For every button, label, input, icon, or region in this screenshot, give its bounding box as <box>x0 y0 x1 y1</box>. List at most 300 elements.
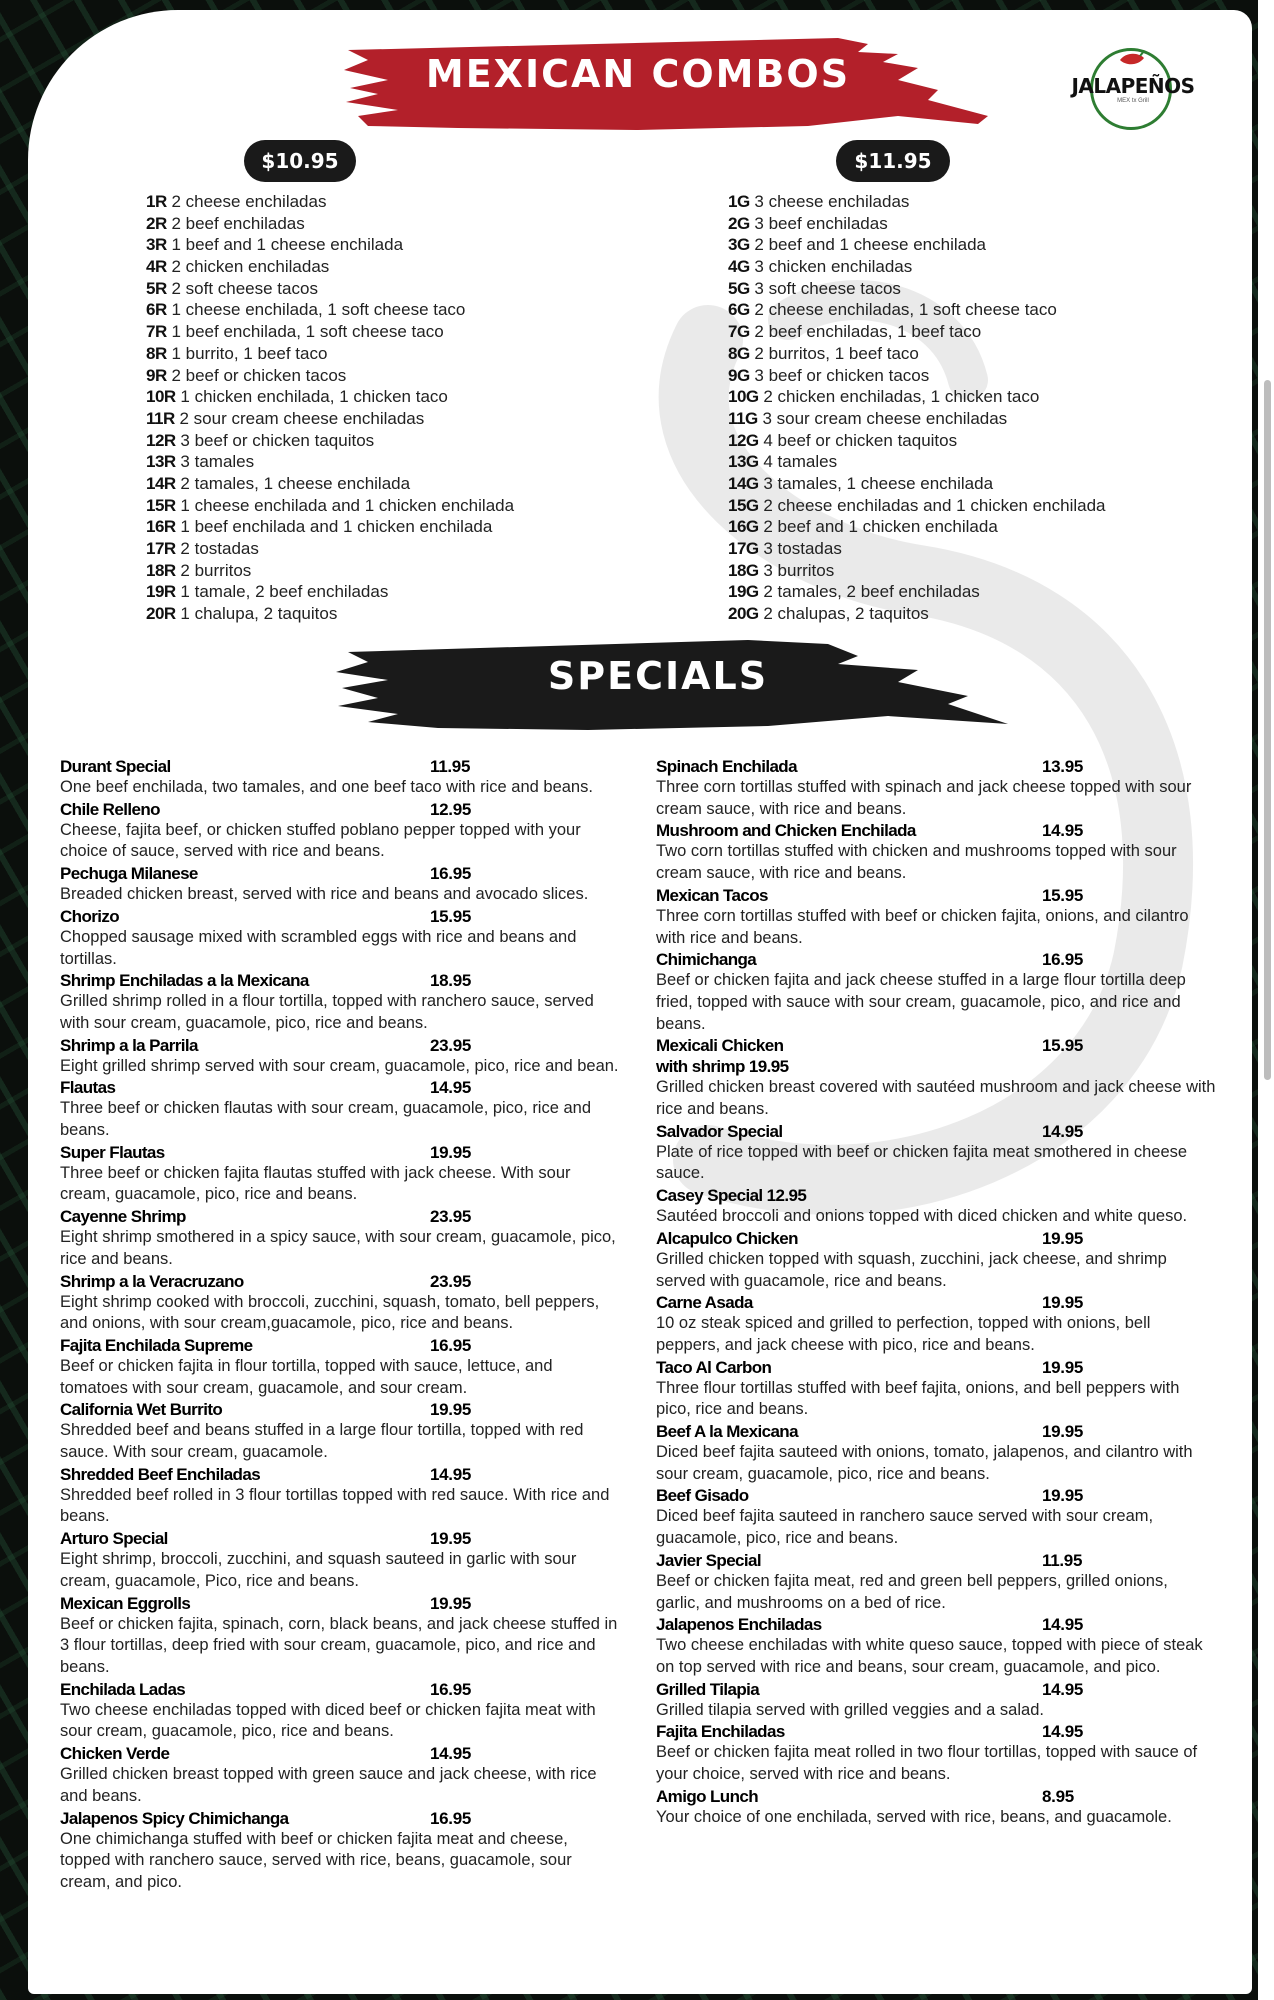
special-name-text: Jalapenos Spicy Chimichanga <box>60 1808 289 1828</box>
combo-description: 1 beef enchilada, 1 soft cheese taco <box>171 322 444 342</box>
jalapenos-logo <box>1068 42 1198 137</box>
special-item <box>60 1679 620 1743</box>
combo-code: 18G <box>728 560 759 580</box>
combo-code: 9G <box>728 365 750 385</box>
combo-description: 1 cheese enchilada, 1 soft cheese taco <box>171 300 466 320</box>
combo-item <box>728 603 1106 625</box>
combo-item <box>146 473 514 495</box>
combo-item <box>146 234 514 256</box>
special-name <box>60 756 620 777</box>
special-name-text: Mexicali Chicken <box>656 1036 784 1056</box>
combo-description: 1 burrito, 1 beef taco <box>171 343 328 363</box>
special-name-text: Chimichanga <box>656 950 757 970</box>
special-item <box>60 863 620 906</box>
combo-item <box>728 451 1106 473</box>
combo-code: 7G <box>728 322 750 342</box>
special-item <box>656 1421 1216 1485</box>
special-description: One beef enchilada, two tamales, and one beef taco with rice and beans. <box>60 778 593 796</box>
combo-code: 4G <box>728 257 750 277</box>
special-price: 23.95 <box>430 1271 472 1291</box>
special-description: Beef or chicken fajita meat rolled in two flour tortillas, topped with sauce of your choice, served with rice and beans. <box>656 1743 1198 1784</box>
special-name <box>60 1271 620 1292</box>
special-price: 14.95 <box>1042 1722 1084 1742</box>
combo-code: 14G <box>728 473 759 493</box>
special-item <box>656 1292 1216 1356</box>
combo-item <box>146 365 514 387</box>
special-item <box>656 1121 1216 1185</box>
special-name-text: Fajita Enchilada Supreme <box>60 1335 253 1355</box>
special-name-text: Shrimp a la Veracruzano <box>60 1271 244 1291</box>
combo-description: 2 chicken enchiladas, 1 chicken taco <box>763 387 1040 407</box>
combo-code: 10R <box>146 387 176 407</box>
combo-item <box>728 321 1106 343</box>
combo-code: 7R <box>146 322 167 342</box>
combo-item <box>728 256 1106 278</box>
special-price: 19.95 <box>1042 1228 1084 1248</box>
special-item <box>656 1550 1216 1614</box>
special-item <box>60 1528 620 1592</box>
combo-description: 3 beef or chicken taquitos <box>180 430 375 450</box>
special-name-text: Chicken Verde <box>60 1744 170 1764</box>
combo-item <box>146 213 514 235</box>
special-item <box>656 1185 1216 1228</box>
special-name <box>60 1743 620 1764</box>
special-description: Grilled tilapia served with grilled veggies and a salad. <box>656 1700 1044 1719</box>
special-price: 11.95 <box>1042 1550 1083 1570</box>
combo-item <box>728 581 1106 603</box>
price-pill-right: $11.95 <box>836 140 950 182</box>
special-item <box>60 1593 620 1679</box>
special-item <box>656 1679 1216 1722</box>
special-description: Beef or chicken fajita meat, red and green bell peppers, grilled onions, garlic, and mushrooms on a bed of rice. <box>656 1571 1168 1612</box>
special-description: Two corn tortillas stuffed with chicken and mushrooms topped with sour cream sauce, with rice and beans. <box>656 842 1177 883</box>
combo-description: 2 soft cheese tacos <box>171 278 318 298</box>
special-name <box>60 1077 620 1098</box>
combo-item <box>728 213 1106 235</box>
combo-description: 2 beef or chicken tacos <box>171 365 347 385</box>
special-price: 11.95 <box>430 757 471 776</box>
scrollbar[interactable] <box>1264 380 1271 1080</box>
special-item <box>656 820 1216 884</box>
special-name-text: Enchilada Ladas <box>60 1679 186 1699</box>
combo-item <box>728 495 1106 517</box>
special-description: Eight shrimp, broccoli, zucchini, and squash sauteed in garlic with sour cream, guacamole, Pico, rice and beans. <box>60 1550 577 1590</box>
special-name-extra: with shrimp 19.95 <box>656 1057 789 1077</box>
special-name <box>656 1292 1216 1313</box>
special-description: Eight shrimp cooked with broccoli, zucchini, squash, tomato, bell peppers, and onions, with sour cream,guacamole, pico, rice and beans. <box>60 1292 600 1333</box>
combo-code: 20G <box>728 604 759 624</box>
special-price: 16.95 <box>430 1335 472 1355</box>
combo-code: 19G <box>728 582 759 602</box>
special-item <box>60 756 620 799</box>
special-description: Two cheese enchiladas with white queso sauce, topped with piece of steak on top served with rice and beans, sour cream, guacamole, and pico. <box>656 1636 1203 1676</box>
combo-code: 12R <box>146 430 176 450</box>
combo-item <box>146 451 514 473</box>
special-price: 19.95 <box>1042 1486 1084 1506</box>
special-price: 8.95 <box>1042 1786 1074 1806</box>
combo-code: 14R <box>146 473 176 493</box>
special-item <box>656 1614 1216 1678</box>
combo-description: 1 chalupa, 2 taquitos <box>180 604 338 624</box>
special-name <box>656 1035 1216 1056</box>
special-name-text: Cayenne Shrimp <box>60 1207 186 1227</box>
special-name <box>60 970 620 991</box>
combo-item <box>146 430 514 452</box>
logo-subtitle: MEX tx Grill <box>1117 98 1149 104</box>
combo-list-left <box>146 191 514 625</box>
special-name <box>60 1464 620 1485</box>
combo-item <box>728 343 1106 365</box>
special-description: Breaded chicken breast, served with rice and beans and avocado slices. <box>60 885 589 904</box>
combo-description: 2 beef enchiladas, 1 beef taco <box>754 322 982 342</box>
special-price: 14.95 <box>1042 1615 1084 1635</box>
special-description: Shredded beef and beans stuffed in a large flour tortilla, topped with red sauce. With sour cream, guacamole. <box>60 1421 584 1462</box>
specials-column-left <box>60 756 620 1894</box>
special-item <box>60 1035 620 1078</box>
combo-code: 15R <box>146 495 176 515</box>
special-name <box>656 949 1216 970</box>
special-description: 10 oz steak spiced and grilled to perfection, topped with onions, bell peppers, and jack cheese with pico, rice and beans. <box>656 1314 1151 1354</box>
special-item <box>60 1335 620 1399</box>
special-description: Beef or chicken fajita, spinach, corn, black beans, and jack cheese stuffed in 3 flour tortillas, deep fried with sour cream, guacamole, pico, and rice and beans. <box>60 1614 618 1676</box>
special-price: 19.95 <box>1042 1357 1084 1377</box>
special-price: 16.95 <box>1042 950 1084 970</box>
combo-item <box>146 343 514 365</box>
special-name <box>656 1786 1216 1807</box>
special-price: 19.95 <box>430 1142 472 1162</box>
special-name-text: Taco Al Carbon <box>656 1357 772 1377</box>
combo-item <box>728 234 1106 256</box>
special-name <box>60 1142 620 1163</box>
special-name-text: Jalapenos Enchiladas <box>656 1615 822 1635</box>
chili-icon <box>1118 50 1146 68</box>
special-price: 14.95 <box>1042 821 1084 841</box>
combo-item <box>146 516 514 538</box>
combo-description: 3 tostadas <box>763 539 842 558</box>
special-price: 23.95 <box>430 1035 472 1055</box>
combo-description: 2 tostadas <box>180 539 259 558</box>
combo-code: 8R <box>146 343 167 363</box>
combo-code: 11R <box>146 408 175 428</box>
combo-code: 6G <box>728 300 750 320</box>
special-price: 23.95 <box>430 1207 472 1227</box>
combo-item <box>728 386 1106 408</box>
combo-code: 8G <box>728 343 750 363</box>
combo-description: 2 chicken enchiladas <box>171 257 330 277</box>
special-item <box>656 1357 1216 1421</box>
price-pill-left: $10.95 <box>244 140 356 182</box>
special-name-text: Salvador Special <box>656 1121 783 1141</box>
combo-description: 2 cheese enchiladas and 1 chicken enchilada <box>763 495 1106 515</box>
combo-item <box>728 299 1106 321</box>
special-item <box>60 1464 620 1528</box>
special-name <box>60 1035 620 1056</box>
special-description: Grilled chicken breast covered with sautéed mushroom and jack cheese with rice and beans. <box>656 1078 1216 1119</box>
special-description: Shredded beef rolled in 3 flour tortillas topped with red sauce. With rice and beans. <box>60 1485 610 1526</box>
logo-name: JALAPEÑOS <box>1071 74 1195 98</box>
special-description: Eight shrimp smothered in a spicy sauce, with sour cream, guacamole, pico, rice and beans. <box>60 1228 616 1268</box>
special-name <box>656 885 1216 906</box>
special-item <box>60 1077 620 1141</box>
special-name-text: Carne Asada <box>656 1293 753 1313</box>
special-item <box>656 1485 1216 1549</box>
special-name-text: Spinach Enchilada <box>656 757 797 776</box>
special-item <box>656 885 1216 949</box>
special-name <box>656 1121 1216 1142</box>
combos-banner <box>338 30 1018 140</box>
combo-code: 13R <box>146 452 176 472</box>
combo-description: 3 tamales, 1 cheese enchilada <box>763 473 994 493</box>
special-name-text: Super Flautas <box>60 1142 165 1162</box>
special-name <box>60 1399 620 1420</box>
combo-item <box>728 430 1106 452</box>
special-name <box>60 1528 620 1549</box>
combo-code: 17R <box>146 539 176 558</box>
special-price: 16.95 <box>430 864 472 884</box>
special-price: 15.95 <box>430 906 472 926</box>
special-price: 19.95 <box>1042 1293 1084 1313</box>
special-item <box>60 1808 620 1894</box>
special-price: 14.95 <box>1042 1679 1084 1699</box>
special-price: 19.95 <box>1042 1422 1084 1442</box>
special-name <box>656 1185 1216 1206</box>
combo-description: 2 cheese enchiladas, 1 soft cheese taco <box>754 300 1057 320</box>
combo-description: 2 tamales, 1 cheese enchilada <box>180 473 411 493</box>
special-name <box>656 1485 1216 1506</box>
special-name <box>656 1679 1216 1700</box>
special-item <box>656 949 1216 1035</box>
combo-item <box>728 191 1106 213</box>
specials-column-right <box>656 756 1216 1829</box>
combo-code: 1R <box>146 192 167 211</box>
combo-description: 2 chalupas, 2 taquitos <box>763 604 929 624</box>
special-name-text: Grilled Tilapia <box>656 1679 760 1699</box>
special-description: Two cheese enchiladas topped with diced beef or chicken fajita meat with sour cream, guacamole, pico, rice and beans. <box>60 1700 596 1741</box>
special-description: Three beef or chicken flautas with sour cream, guacamole, pico, rice and beans. <box>60 1099 592 1140</box>
combo-item <box>146 256 514 278</box>
special-description: Beef or chicken fajita in flour tortilla, topped with sauce, lettuce, and tomatoes with sour cream, guacamole, and sour cream. <box>60 1356 553 1397</box>
special-name <box>60 799 620 820</box>
special-price: 19.95 <box>430 1593 472 1613</box>
special-item <box>656 1228 1216 1292</box>
combo-code: 5G <box>728 278 750 298</box>
special-name-text: Beef Gisado <box>656 1486 749 1506</box>
special-name-text: Shredded Beef Enchiladas <box>60 1464 261 1484</box>
combo-code: 2G <box>728 213 750 233</box>
combo-item <box>728 538 1106 560</box>
combo-code: 15G <box>728 495 759 515</box>
special-description: Three corn tortillas stuffed with beef or chicken fajita, onions, and cilantro with rice and beans. <box>656 906 1189 947</box>
special-item <box>60 906 620 970</box>
combo-code: 16G <box>728 517 759 537</box>
combo-description: 2 beef and 1 cheese enchilada <box>754 235 986 255</box>
special-description: Chopped sausage mixed with scrambled eggs with rice and beans and tortillas. <box>60 927 577 968</box>
special-name-text: Mushroom and Chicken Enchilada <box>656 821 916 841</box>
special-name <box>656 1357 1216 1378</box>
special-name-text: Shrimp a la Parrila <box>60 1035 198 1055</box>
special-description: Grilled chicken topped with squash, zucchini, jack cheese, and shrimp served with guacamole, rice and beans. <box>656 1249 1167 1290</box>
special-name <box>656 1421 1216 1442</box>
combo-description: 2 sour cream cheese enchiladas <box>179 408 425 428</box>
special-price: 18.95 <box>430 971 472 991</box>
combo-item <box>728 516 1106 538</box>
special-name-text: Arturo Special <box>60 1529 168 1549</box>
special-description: Sautéed broccoli and onions topped with diced chicken and white queso. <box>656 1207 1188 1226</box>
special-name-text: Chile Relleno <box>60 799 160 819</box>
combo-description: 3 cheese enchiladas <box>754 192 910 211</box>
specials-banner <box>328 630 1008 740</box>
special-name-text: Durant Special <box>60 757 171 776</box>
special-item <box>656 1786 1216 1829</box>
special-price: 12.95 <box>430 799 472 819</box>
special-name <box>656 820 1216 841</box>
special-name-text: Casey Special 12.95 <box>656 1186 807 1206</box>
combo-code: 3R <box>146 235 167 255</box>
special-name <box>60 1335 620 1356</box>
combo-item <box>146 603 514 625</box>
special-item <box>60 1206 620 1270</box>
special-description: Three corn tortillas stuffed with spinach and jack cheese topped with sour cream sauce, with rice and beans. <box>656 778 1192 818</box>
special-item <box>656 756 1216 820</box>
combo-code: 17G <box>728 539 759 558</box>
combo-description: 3 chicken enchiladas <box>754 257 913 277</box>
combo-description: 3 burritos <box>763 560 835 580</box>
combo-code: 20R <box>146 604 176 624</box>
special-description: Diced beef fajita sauteed with onions, tomato, jalapenos, and cilantro with sour cream, guacamole, pico, rice and beans. <box>656 1443 1193 1483</box>
combo-code: 11G <box>728 408 758 428</box>
combo-item <box>146 278 514 300</box>
special-description: Plate of rice topped with beef or chicken fajita meat smothered in cheese sauce. <box>656 1142 1188 1183</box>
combo-item <box>146 408 514 430</box>
combo-item <box>146 581 514 603</box>
combo-description: 2 beef enchiladas <box>171 213 305 233</box>
combos-title: MEXICAN COMBOS <box>425 52 851 96</box>
combo-code: 2R <box>146 213 167 233</box>
special-price: 14.95 <box>430 1464 472 1484</box>
combo-description: 4 tamales <box>763 452 838 472</box>
special-description: Beef or chicken fajita and jack cheese stuffed in a large flour tortilla deep fried, topped with sauce with sour cream, guacamole, pico, and rice and beans. <box>656 971 1186 1033</box>
special-price: 14.95 <box>430 1744 472 1764</box>
specials-title: SPECIALS <box>547 654 769 698</box>
combo-item <box>728 365 1106 387</box>
combo-item <box>728 560 1106 582</box>
combo-code: 4R <box>146 257 167 277</box>
combo-description: 3 soft cheese tacos <box>754 278 901 298</box>
combo-description: 3 sour cream cheese enchiladas <box>762 408 1008 428</box>
combo-description: 2 burritos <box>180 560 252 580</box>
special-price: 13.95 <box>1042 757 1084 776</box>
combo-item <box>146 495 514 517</box>
combo-item <box>728 473 1106 495</box>
special-name-text: Fajita Enchiladas <box>656 1722 785 1742</box>
combo-item <box>146 538 514 560</box>
combo-description: 4 beef or chicken taquitos <box>763 430 958 450</box>
combo-description: 3 tamales <box>180 452 255 472</box>
special-name <box>60 863 620 884</box>
combo-description: 2 cheese enchiladas <box>171 192 327 211</box>
special-description: One chimichanga stuffed with beef or chicken fajita meat and cheese, topped with ranchero sauce, served with rice, beans, guacamole, sour cream, and pico. <box>60 1829 572 1891</box>
special-item <box>60 1142 620 1206</box>
combo-item <box>146 299 514 321</box>
special-name-text: Mexican Eggrolls <box>60 1593 191 1613</box>
menu-page <box>28 10 1252 1994</box>
special-name-text: Pechuga Milanese <box>60 864 198 884</box>
special-price: 16.95 <box>430 1679 472 1699</box>
special-item <box>60 799 620 863</box>
special-item <box>60 1271 620 1335</box>
special-description: Diced beef fajita sauteed in ranchero sauce served with sour cream, guacamole, pico, rice and beans. <box>656 1507 1154 1548</box>
special-name <box>60 1679 620 1700</box>
special-name-text: Beef A la Mexicana <box>656 1422 798 1442</box>
combo-code: 5R <box>146 278 167 298</box>
combo-code: 3G <box>728 235 750 255</box>
combo-description: 1 beef enchilada and 1 chicken enchilada <box>180 517 493 537</box>
special-name <box>60 906 620 927</box>
special-price: 14.95 <box>430 1078 472 1098</box>
combo-item <box>146 386 514 408</box>
special-price: 14.95 <box>1042 1121 1084 1141</box>
special-name-text: Mexican Tacos <box>656 885 768 905</box>
combo-code: 9R <box>146 365 167 385</box>
special-item <box>60 1743 620 1807</box>
special-price: 15.95 <box>1042 1036 1084 1056</box>
special-description: Grilled chicken breast topped with green sauce and jack cheese, with rice and beans. <box>60 1765 597 1805</box>
combo-description: 3 beef or chicken tacos <box>754 365 930 385</box>
combo-description: 1 cheese enchilada and 1 chicken enchilada <box>180 495 515 515</box>
combo-description: 2 tamales, 2 beef enchiladas <box>763 582 980 602</box>
combo-description: 1 beef and 1 cheese enchilada <box>171 235 404 255</box>
special-name <box>60 1206 620 1227</box>
combo-code: 1G <box>728 192 750 211</box>
special-name-text: Alcapulco Chicken <box>656 1228 798 1248</box>
special-name <box>656 1228 1216 1249</box>
special-price: 15.95 <box>1042 885 1084 905</box>
special-name <box>60 1593 620 1614</box>
combo-item <box>728 408 1106 430</box>
special-price: 19.95 <box>430 1400 472 1420</box>
special-name-text: Shrimp Enchiladas a la Mexicana <box>60 971 309 991</box>
combo-description: 1 tamale, 2 beef enchiladas <box>180 582 389 602</box>
special-name-text: Flautas <box>60 1078 116 1098</box>
combo-list-right <box>728 191 1106 625</box>
combo-code: 19R <box>146 582 176 602</box>
special-description: Eight grilled shrimp served with sour cream, guacamole, pico, rice and bean. <box>60 1056 619 1075</box>
special-name <box>656 1614 1216 1635</box>
special-name-text: Chorizo <box>60 906 120 926</box>
combo-item <box>146 191 514 213</box>
special-name <box>60 1808 620 1829</box>
special-price: 19.95 <box>430 1529 472 1549</box>
special-name <box>656 1721 1216 1742</box>
special-name-text: Javier Special <box>656 1550 762 1570</box>
special-name-text: Amigo Lunch <box>656 1786 758 1806</box>
combo-item <box>728 278 1106 300</box>
combo-code: 16R <box>146 517 176 537</box>
combo-description: 2 beef and 1 chicken enchilada <box>763 517 998 537</box>
combo-description: 3 beef enchiladas <box>754 213 888 233</box>
combo-code: 18R <box>146 560 176 580</box>
special-item <box>60 1399 620 1463</box>
special-name <box>656 1550 1216 1571</box>
combo-description: 2 burritos, 1 beef taco <box>754 343 919 363</box>
special-name <box>656 756 1216 777</box>
special-description: Three beef or chicken fajita flautas stuffed with jack cheese. With sour cream, guacamole, pico, rice and beans. <box>60 1163 571 1204</box>
special-item <box>656 1035 1216 1120</box>
special-description: Three flour tortillas stuffed with beef fajita, onions, and bell peppers with pico, rice and beans. <box>656 1378 1180 1419</box>
combo-code: 12G <box>728 430 759 450</box>
special-description: Your choice of one enchilada, served with rice, beans, and guacamole. <box>656 1807 1172 1826</box>
combo-code: 6R <box>146 300 167 320</box>
